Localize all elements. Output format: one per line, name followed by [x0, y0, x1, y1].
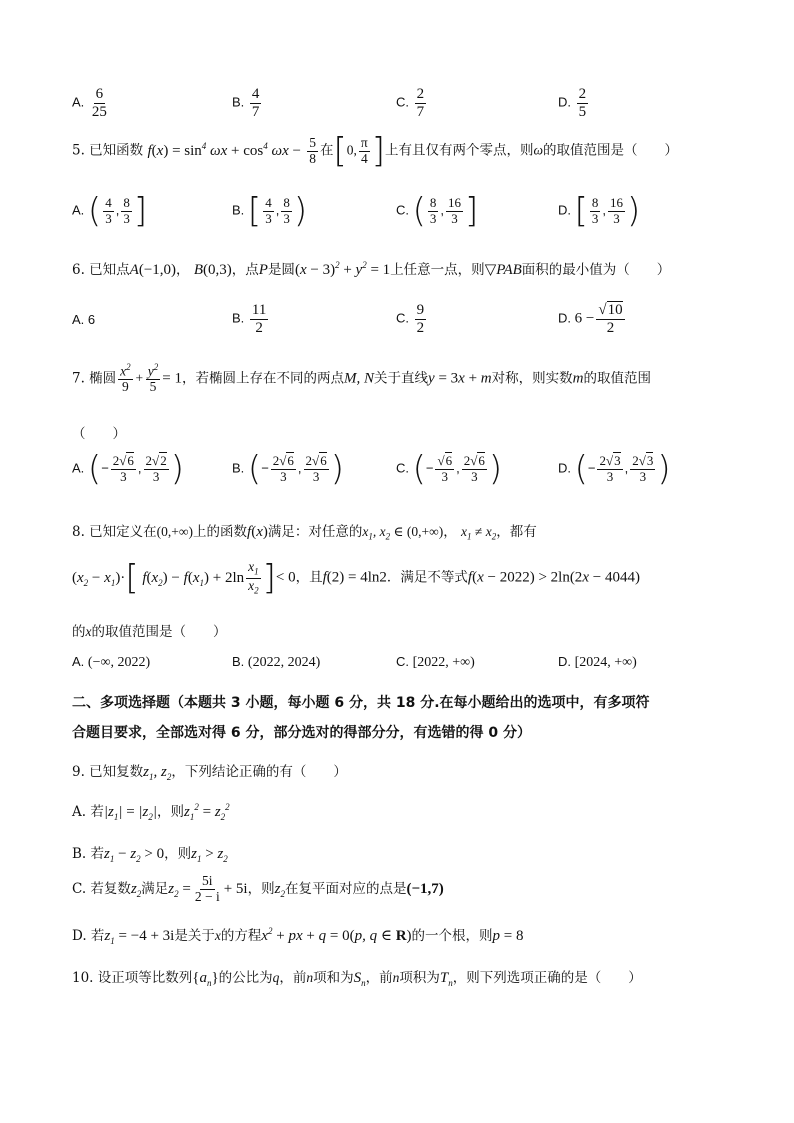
q6-option-d: D. 6 − $\frac{√10}{2}$ — [558, 302, 623, 336]
q4-option-a — [72, 86, 111, 120]
q8-option-c: C. [2022, +∞) — [396, 654, 475, 670]
q5-option-b: B. [ $\frac{4}{3}$ , $\frac{8}{3}$ ) — [232, 191, 308, 231]
q9-option-c: C. 若复数$z_2$满足$z_2$ = $\frac{5i}{2 - i}$ + 5i，则$z_2$在复平面对应的点是(−1,7) — [72, 873, 444, 904]
q5-option-d: D. [ $\frac{8}{3}$ , $\frac{16}{3}$ ) — [558, 191, 641, 231]
question-10: 10. 设正项等比数列$\{a_n\}$的公比为q，前n项和为$S_n$，前n项积为$T_n$，则下列选项正确的是（ ） — [72, 970, 642, 988]
q8-option-b: B. (2022, 2024) — [232, 654, 321, 670]
q7-option-a: A. (− $\frac{2√6}{3}$ , $\frac{2√2}{3}$ ) — [72, 449, 184, 489]
q6-option-a: A. 6 — [72, 312, 96, 327]
q7-option-d: D. (− $\frac{2√3}{3}$ , $\frac{2√3}{3}$ ) — [558, 449, 671, 489]
q5-option-c: C. ( $\frac{8}{3}$ , $\frac{16}{3}$ ] — [396, 191, 479, 231]
q6-option-c: C. $\frac{9}{2}$ — [396, 302, 425, 336]
question-7: 7. 椭圆 $\frac{x^2}{9}$ + $\frac{y^2}{5}$ = 1，若椭圆上存在不同的两点M, N关于直线y = 3x + m对称，则实数m的取值范围 — [72, 362, 651, 395]
question-8-inequality: $(x_2 - x_1)\cdot$[ $f(x_2) - f(x_1) + 2\ln$ $\frac{x_1}{x_2}$ ]< 0，且f(2) = 4ln2．满足不等式f(x − 2022) > 2ln(2x − 4044) — [72, 558, 640, 599]
question-6: 6. 已知点A(−1,0)， B(0,3)，点P是圆$(x - 3)^2 + y^2 = 1$上任意一点，则▽PAB面积的最小值为（ ） — [72, 260, 671, 278]
denominator: 25 — [91, 103, 107, 120]
question-8-tail: 的x的取值范围是（ ） — [72, 624, 227, 640]
section-2-heading-line1: 二、多项选择题（本题共 3 小题，每小题 6 分，共 18 分.在每小题给出的选项中，有多项符 — [72, 695, 650, 711]
question-8: 8. 已知定义在(0,+∞)上的函数f(x)满足：对任意的$x_1$, $x_2$ ∈ (0,+∞)， $x_1 \ne x_2$，都有 — [72, 524, 537, 542]
q8-option-d: D. [2024, +∞) — [558, 654, 637, 670]
question-9: 9. 已知复数$z_1$, $z_2$，下列结论正确的有（ ） — [72, 764, 347, 782]
q6-option-b: B. $\frac{11}{2}$ — [232, 302, 267, 336]
q4-option-b: B. $\frac{4}{7}$ — [232, 86, 260, 120]
q9-option-a: A. 若$|z_1| = |z_2|$，则$z_1^2 = z_2^2$ — [72, 802, 230, 822]
question-7-paren: （ ） — [72, 426, 126, 442]
q4-option-d: D. $\frac{2}{5}$ — [558, 86, 587, 120]
section-2-heading-line2: 合题目要求，全部选对得 6 分，部分选对的得部分分，有选错的得 0 分） — [72, 725, 531, 741]
q4-option-c: C. $\frac{2}{7}$ — [396, 86, 425, 120]
q9-option-d: D. 若$z_1 = -4 + 3i$是关于x的方程$x^2$ + px + q = 0(p, q ∈ R)的一个根，则p = 8 — [72, 926, 524, 946]
option-label: A. — [72, 94, 85, 110]
q5-option-a: A. ( $\frac{4}{3}$ , $\frac{8}{3}$ ] — [72, 191, 148, 231]
numerator: 6 — [95, 86, 104, 102]
q9-option-b: B. 若$z_1 - z_2 > 0$，则$z_1 > z_2$ — [72, 846, 228, 864]
q7-option-c: C. (− $\frac{√6}{3}$ , $\frac{2√6}{3}$ ) — [396, 449, 503, 489]
question-5: 5. 已知函数 $f(x) = \sin^4 \omega x + \cos^4 \omega x$ − $\frac{5}{8}$ 在[0, $\frac{\pi}{4}$ ]上有且仅有两个零点，则ω的取值范围是（ ） — [72, 131, 679, 171]
q7-option-b: B. (− $\frac{2√6}{3}$ , $\frac{2√6}{3}$ ) — [232, 449, 344, 489]
q8-option-a: A. (−∞, 2022) — [72, 654, 151, 670]
